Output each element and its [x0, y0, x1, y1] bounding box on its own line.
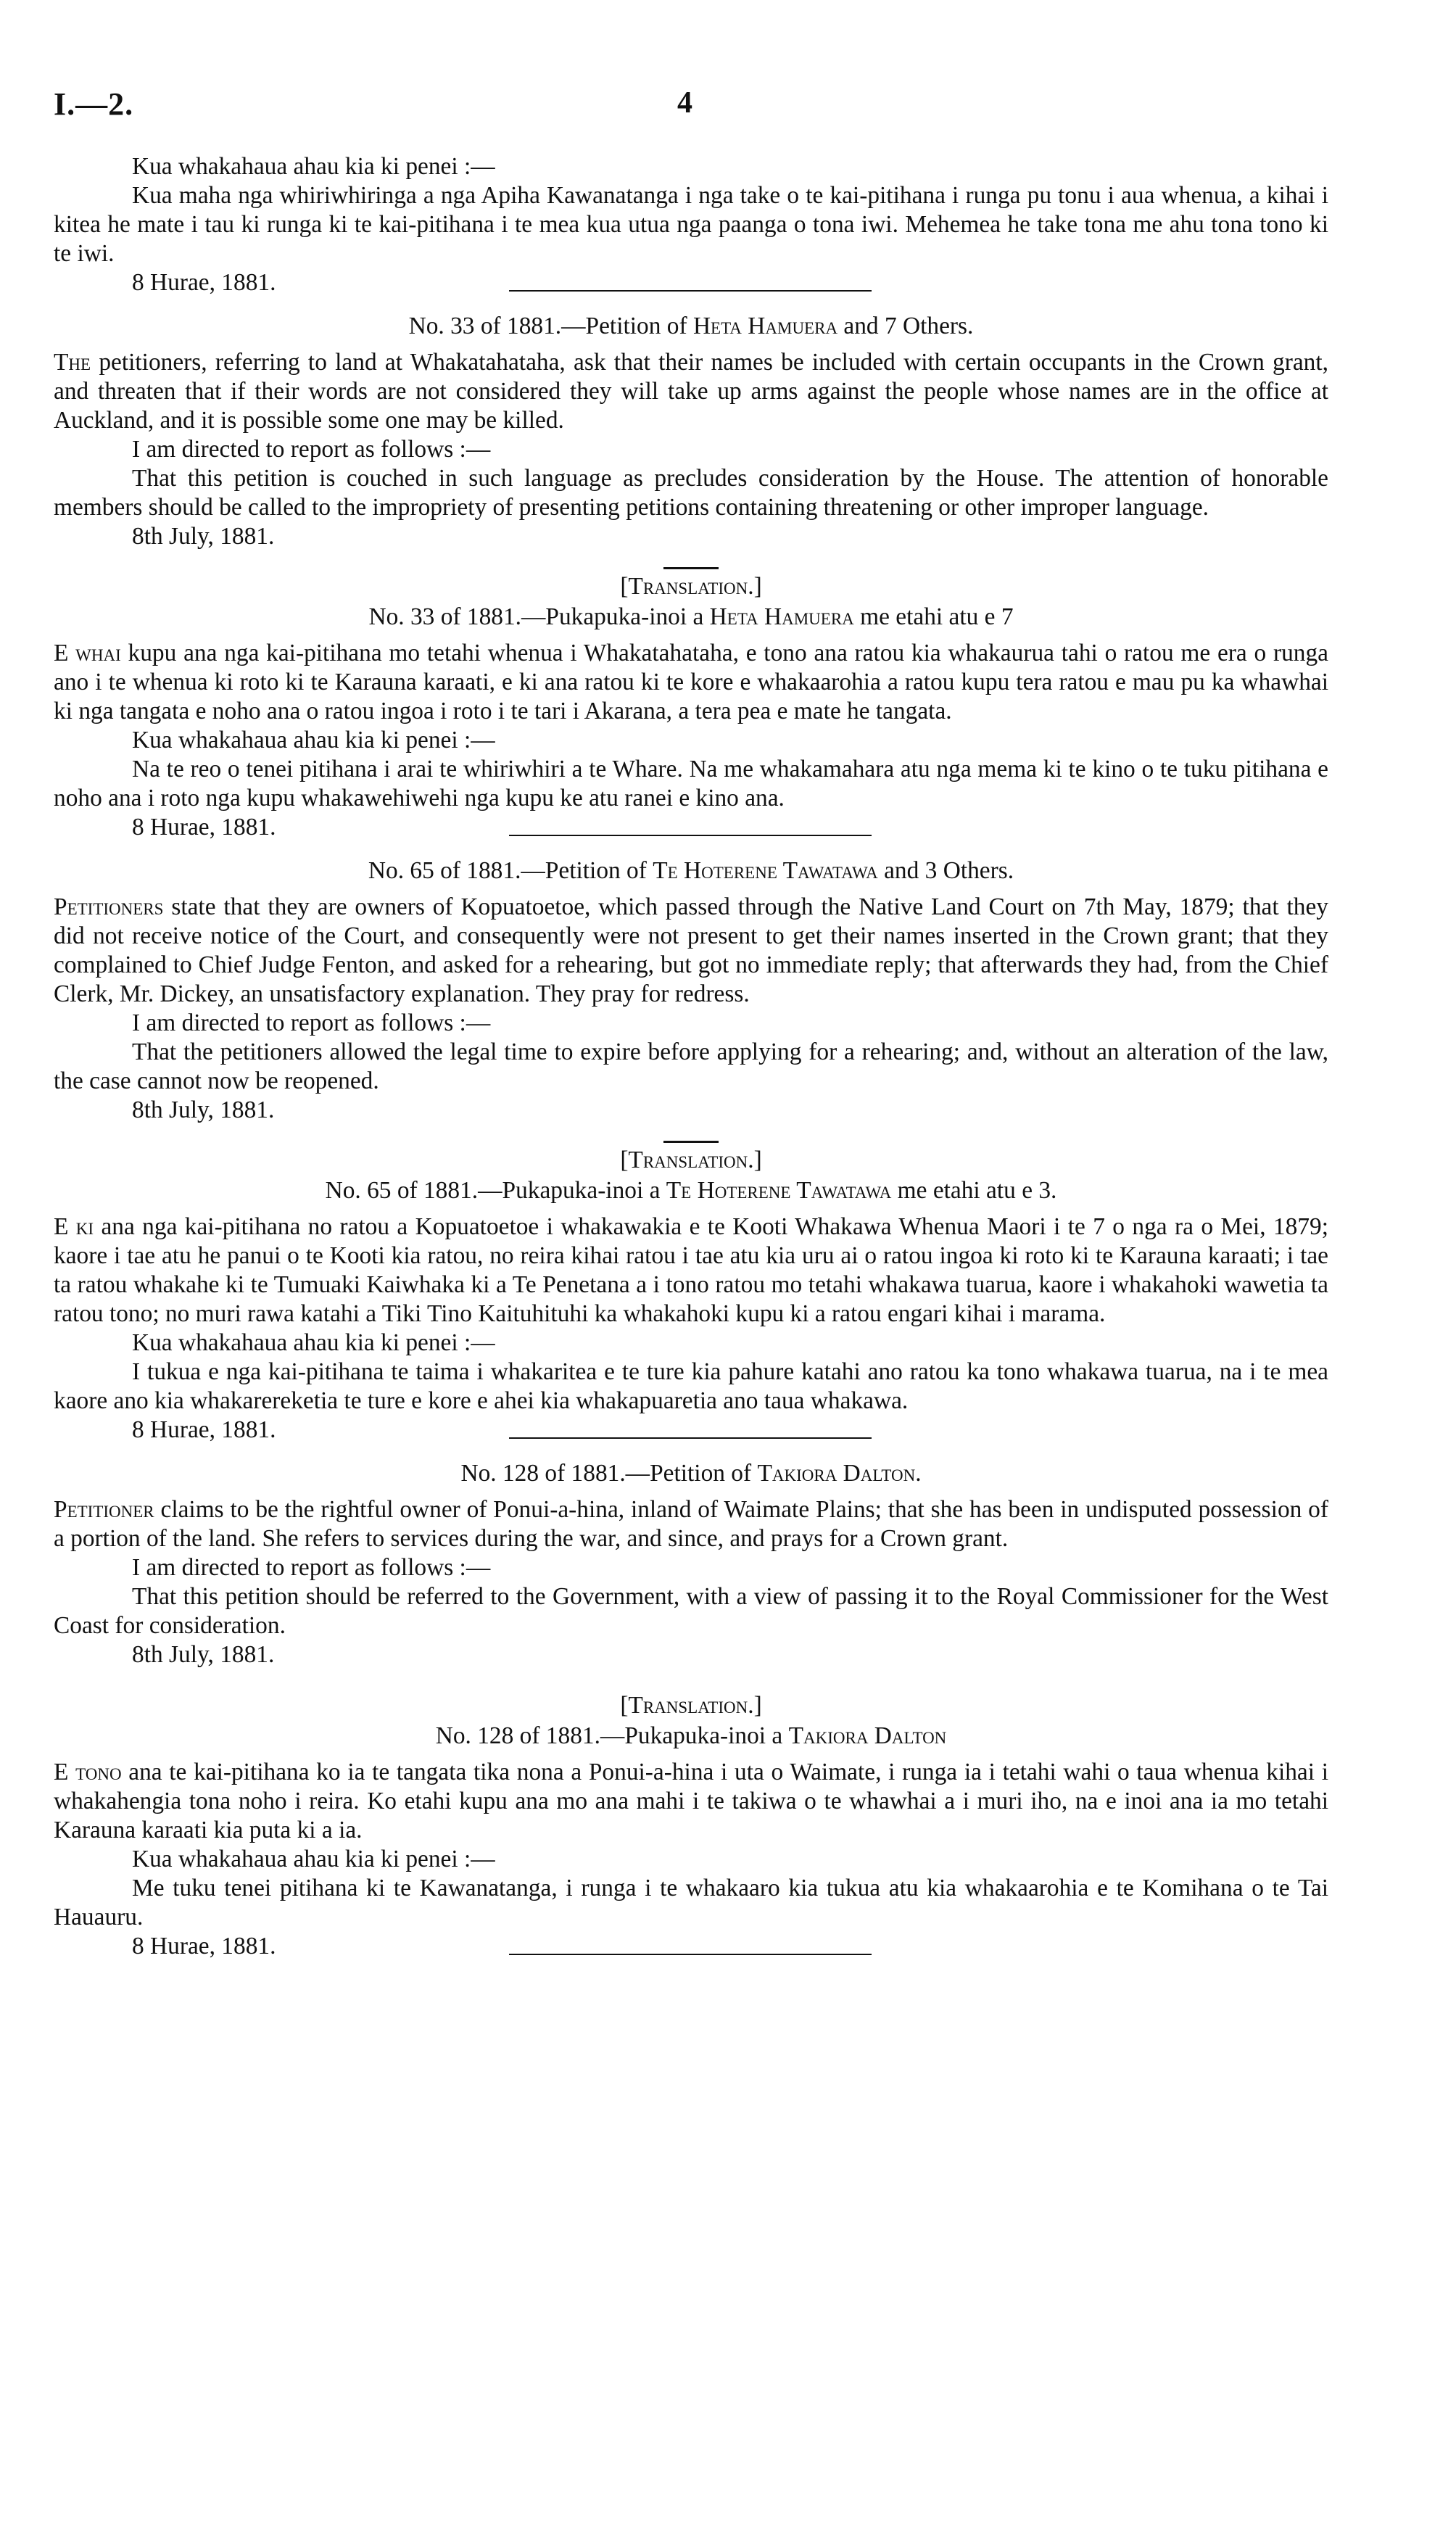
- report-date: 8th July, 1881.: [132, 1097, 275, 1123]
- directed-line: Kua whakahaua ahau kia ki penei :—: [132, 727, 495, 753]
- report-paragraph: That the petitioners allowed the legal time to expire before applying for a rehearing; and, without an alteration of the law, the case cannot now be reopened.: [54, 1038, 1328, 1094]
- report-date: 8 Hurae, 1881.: [132, 269, 276, 296]
- report-paragraph: Na te reo o tenei pitihana i arai te whiriwhiri a te Whare. Na me whakamahara atu nga mema ki te kino o te tuku pitihana e noho ana i roto nga kupu whakawehiwehi nga kupu ke atu ranei e kino ana.: [54, 756, 1328, 811]
- directed-line: I am directed to report as follows :—: [132, 1009, 491, 1036]
- petition-summary: Petitioner claims to be the rightful owner of Ponui-a-hina, inland of Waimate Plains; that she has been in undisputed possession of a portion of the land. She refers to services during the war, and since, and prays for a Crown grant.: [54, 1496, 1328, 1552]
- translation-summary: E ki ana nga kai-pitihana no ratou a Kopuatoetoe i whakawakia e te Kooti Whakawa Whenua Maori i te 7 o nga ra o Mei, 1879; kaore i tae atu he panui o te Kooti kia ratou, no reira kihai ratou i tae atu kia uru ai o ratou ingoa ki roto ki te Karauna karaati; i tae ta ratou whakahe ki te Tumuaki Kaiwhaka ki a Te Penetana a i tono ratou mo tetahi whakawa tuarua, kaore i whakahoki wawetia ta ratou tono; no muri rawa katahi a Tiki Tino Kaituhituhi ka whakahoki kupu ki a ratou engari kihai i marama.: [54, 1213, 1328, 1327]
- report-date: 8 Hurae, 1881.: [132, 1933, 276, 1959]
- translation-label: [Translation.]: [620, 1692, 762, 1719]
- report-date: 8 Hurae, 1881.: [132, 1416, 276, 1443]
- petitioner-name: Te Hoterene Tawatawa: [653, 857, 878, 884]
- section-rule: [509, 1954, 872, 1955]
- paper-reference: I.—2.: [54, 86, 134, 122]
- petition-65-section: [54, 856, 1328, 1143]
- section-rule: [509, 1437, 872, 1439]
- directed-line: Kua whakahaua ahau kia ki penei :—: [132, 1329, 495, 1356]
- translation-label: [Translation.]: [620, 573, 762, 600]
- page-header: [54, 86, 1402, 129]
- petition-summary: Petitioners state that they are owners of Kopuatoetoe, which passed through the Native Land Court on 7th May, 1879; that they did not receive notice of the Court, and consequently were not present to get their names inserted in the Crown grant; that they complained to Chief Judge Fenton, and asked for a rehearing, but got no immediate reply; that afterwards they had, from the Chief Clerk, Mr. Dickey, an unsatisfactory explanation. They pray for redress.: [54, 893, 1328, 1007]
- section-rule: [509, 290, 872, 292]
- report-date: 8 Hurae, 1881.: [132, 814, 276, 841]
- petitioner-name: Te Hoterene Tawatawa: [666, 1177, 892, 1204]
- translation-33-section: [54, 572, 1328, 842]
- page-number: 4: [677, 86, 692, 120]
- petition-128-section: [54, 1459, 1328, 1675]
- report-paragraph: Me tuku tenei pitihana ki te Kawanatanga, i runga i te whakaaro kia tukua atu kia whakaarohia e te Komihana o te Tai Hauauru.: [54, 1875, 1328, 1930]
- directed-line: Kua whakahaua ahau kia ki penei :—: [132, 153, 495, 180]
- petition-heading: No. 128 of 1881.—Petition of Takiora Dalton.: [460, 1460, 922, 1487]
- petition-33-section: [54, 312, 1328, 569]
- report-paragraph: That this petition should be referred to the Government, with a view of passing it to the Royal Commissioner for the West Coast for consideration.: [54, 1583, 1328, 1639]
- petitioner-name: Takiora Dalton: [757, 1460, 916, 1487]
- short-rule: [663, 567, 719, 569]
- report-paragraph: That this petition is couched in such language as precludes consideration by the House. The attention of honorable members should be called to the impropriety of presenting petitions containing threatening or other improper language.: [54, 465, 1328, 521]
- date-line: [54, 1932, 1328, 1961]
- directed-line: Kua whakahaua ahau kia ki penei :—: [132, 1846, 495, 1872]
- petitioner-name: Heta Hamuera: [709, 603, 854, 630]
- date-line: [54, 1416, 1328, 1445]
- intro-section: [54, 152, 1328, 297]
- translation-summary: E whai kupu ana nga kai-pitihana mo tetahi whenua i Whakatahataha, e tono ana ratou kia whakaurua tahi o ratou me era o runga ano i te whenua ki roto ki te Karauna karaati, e ki ana ratou ki te kore e whakaarohia a ratou kupu tera ratou e mau pu ka whawhai ki nga tangata e noho ana o ratou ingoa i roto i te tari i Akarana, a tera pea e mate he tangata.: [54, 640, 1328, 724]
- translation-label: [Translation.]: [620, 1147, 762, 1173]
- translation-heading: No. 65 of 1881.—Pukapuka-inoi a Te Hoterene Tawatawa me etahi atu e 3.: [325, 1177, 1057, 1204]
- petitioner-name: Heta Hamuera: [692, 313, 838, 339]
- directed-line: I am directed to report as follows :—: [132, 1554, 491, 1581]
- report-date: 8th July, 1881.: [132, 1641, 275, 1668]
- report-date: 8th July, 1881.: [132, 523, 275, 550]
- petition-heading: No. 33 of 1881.—Petition of Heta Hamuera and 7 Others.: [408, 313, 974, 339]
- report-paragraph: I tukua e nga kai-pitihana te taima i whakaritea e te ture kia pahure katahi ano ratou ka tono whakawa tuarua, na i te mea kaore ano kia whakarereketia te ture e kore e ahei kia whakapuaretia ano taua whakawa.: [54, 1358, 1328, 1414]
- section-rule: [509, 835, 872, 836]
- date-line: [54, 268, 1328, 297]
- directed-line: I am directed to report as follows :—: [132, 436, 491, 463]
- short-rule: [663, 1141, 719, 1143]
- translation-summary: E tono ana te kai-pitihana ko ia te tangata tika nona a Ponui-a-hina i uta o Waimate, i runga ia i tetahi wahi o taua whenua kihai i whakahengia tona noho i reira. Ko etahi kupu ana mo ana mahi i te takiwa o te whawhai a i muri iho, na e inoi ana ia mo tetahi Karauna karaati kia puta ki a ia.: [54, 1759, 1328, 1843]
- date-line: [54, 813, 1328, 842]
- petition-summary: The petitioners, referring to land at Whakatahataha, ask that their names be included with certain occupants in the Crown grant, and threaten that if their words are not considered they will take up arms against the people whose names are in the office at Auckland, and it is possible some one may be killed.: [54, 349, 1328, 434]
- petition-heading: No. 65 of 1881.—Petition of Te Hoterene Tawatawa and 3 Others.: [368, 857, 1014, 884]
- report-paragraph: Kua maha nga whiriwhiringa a nga Apiha Kawanatanga i nga take o te kai-pitihana i runga pu tonu i aua whenua, a kihai i kitea he mate i tau ki runga ki te kai-pitihana i te mea kua utua nga paanga o tona iwi. Mehemea he take tona me ahu tona tono ki te iwi.: [54, 182, 1328, 267]
- translation-heading: No. 33 of 1881.—Pukapuka-inoi a Heta Hamuera me etahi atu e 7: [368, 603, 1014, 630]
- translation-128-section: [54, 1691, 1328, 1961]
- petitioner-name: Takiora Dalton: [788, 1722, 947, 1749]
- translation-heading: No. 128 of 1881.—Pukapuka-inoi a Takiora Dalton: [435, 1722, 947, 1749]
- translation-65-section: [54, 1146, 1328, 1445]
- page-content: [54, 152, 1328, 1961]
